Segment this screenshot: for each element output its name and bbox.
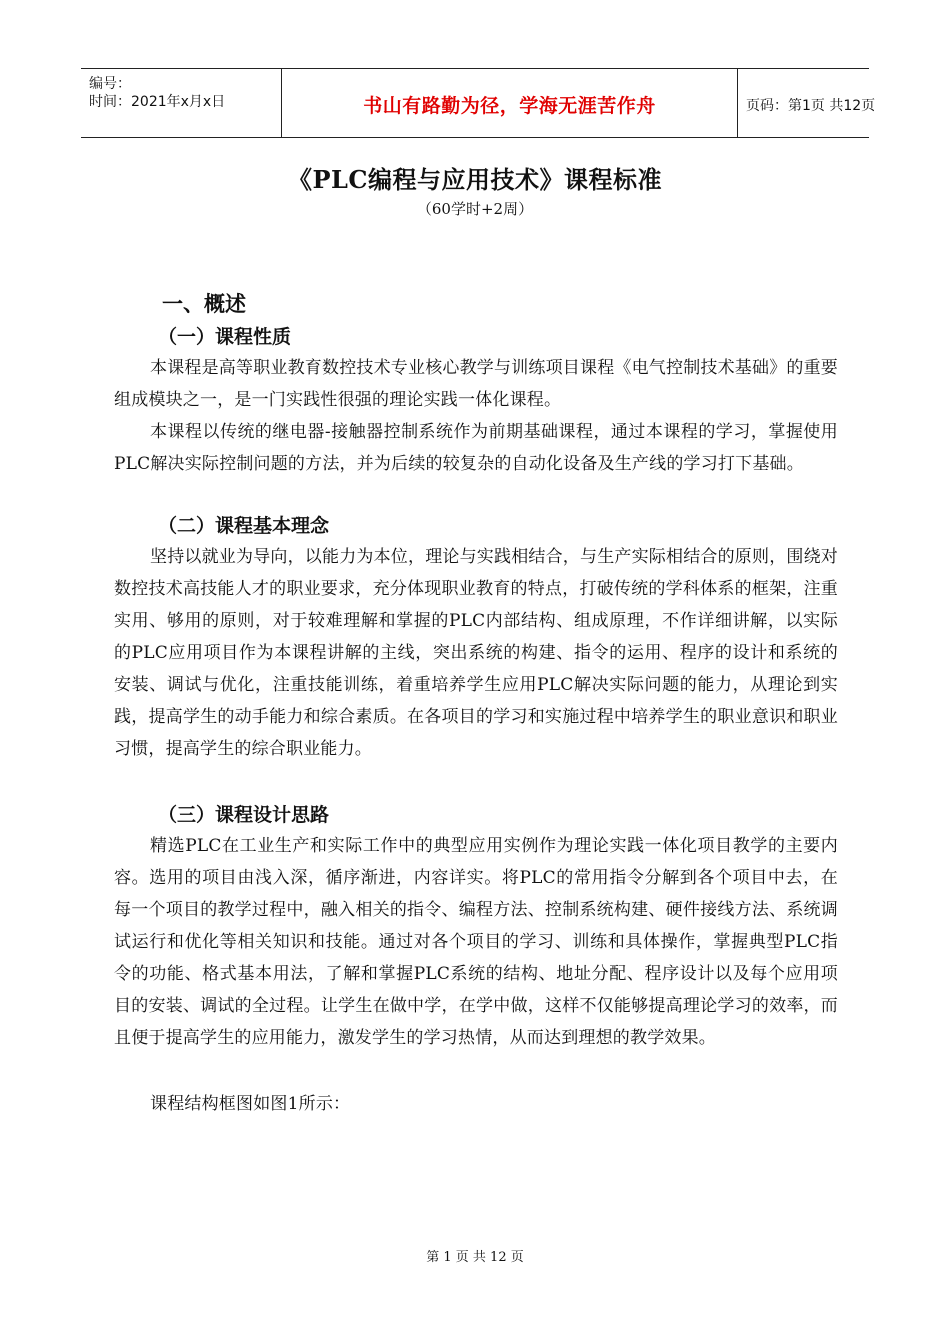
paragraph-design-1: 精选PLC在工业生产和实际工作中的典型应用实例作为理论实践一体化项目教学的主要内容。选用的项目由浅入深，循序渐进，内容详实。将PLC的常用指令分解到各个项目中去，在每一个项目的教学过程中，融入相关的指令、编程方法、控制系统构建、硬件接线方法、系统调试运行和优化等相关知识和技能。通过对各个项目的学习、训练和具体操作，掌握典型PLC指令的功能、格式基本用法，了解和掌握PLC系统的结构、地址分配、程序设计以及每个应用项目的安装、调试的全过程。让学生在做中学，在学中做，这样不仅能够提高理论学习的效率，而且便于提高学生的应用能力，激发学生的学习热情，从而达到理想的教学效果。 — [114, 836, 838, 1048]
doc-number-label: 编号： — [89, 76, 131, 92]
paragraph-concept-1: 坚持以就业为导向，以能力为本位，理论与实践相结合，与生产实际相结合的原则，围绕对数控技术高技能人才的职业要求，充分体现职业教育的特点，打破传统的学科体系的框架，注重实用、够用的原则，对于较难理解和掌握的PLC内部结构、组成原理，不作详细讲解，以实际的PLC应用项目作为本课程讲解的主线，突出系统的构建、指令的运用、程序的设计和系统的安装、调试与优化，注重技能训练，着重培养学生应用PLC解决实际问题的能力，从理论到实践，提高学生的动手能力和综合素质。在各项目的学习和实施过程中培养学生的职业意识和职业习惯，提高学生的综合职业能力。 — [114, 547, 838, 759]
header-left-cell — [81, 69, 281, 137]
paragraph-nature-1: 本课程是高等职业教育数控技术专业核心教学与训练项目课程《电气控制技术基础》的重要组成模块之一，是一门实践性很强的理论实践一体化课程。 — [114, 358, 838, 410]
section-heading-overview: 一、概述 — [162, 292, 246, 316]
header-table — [81, 68, 876, 138]
page-footer: 第 1 页 共 12 页 — [426, 1250, 524, 1265]
subsection-heading-concept: （二）课程基本理念 — [158, 515, 330, 537]
doc-time-label: 时间：2021年x月x日 — [89, 94, 226, 110]
paragraph-nature-2: 本课程以传统的继电器-接触器控制系统作为前期基础课程，通过本课程的学习，掌握使用PLC解决实际控制问题的方法，并为后续的较复杂的自动化设备及生产线的学习打下基础。 — [114, 422, 838, 474]
subsection-heading-nature: （一）课程性质 — [158, 326, 292, 348]
document-subtitle: （60学时+2周） — [416, 200, 534, 218]
paragraph-design-2: 课程结构框图如图1所示： — [150, 1094, 351, 1114]
document-title: 《PLC编程与应用技术》课程标准 — [287, 165, 663, 194]
header-page-label: 页码：第1页 共12页 — [746, 98, 876, 114]
header-motto: 书山有路勤为径，学海无涯苦作舟 — [363, 95, 656, 117]
header-motto-cell — [281, 69, 738, 137]
header-page-cell — [736, 69, 876, 137]
subsection-heading-design: （三）课程设计思路 — [158, 804, 330, 826]
